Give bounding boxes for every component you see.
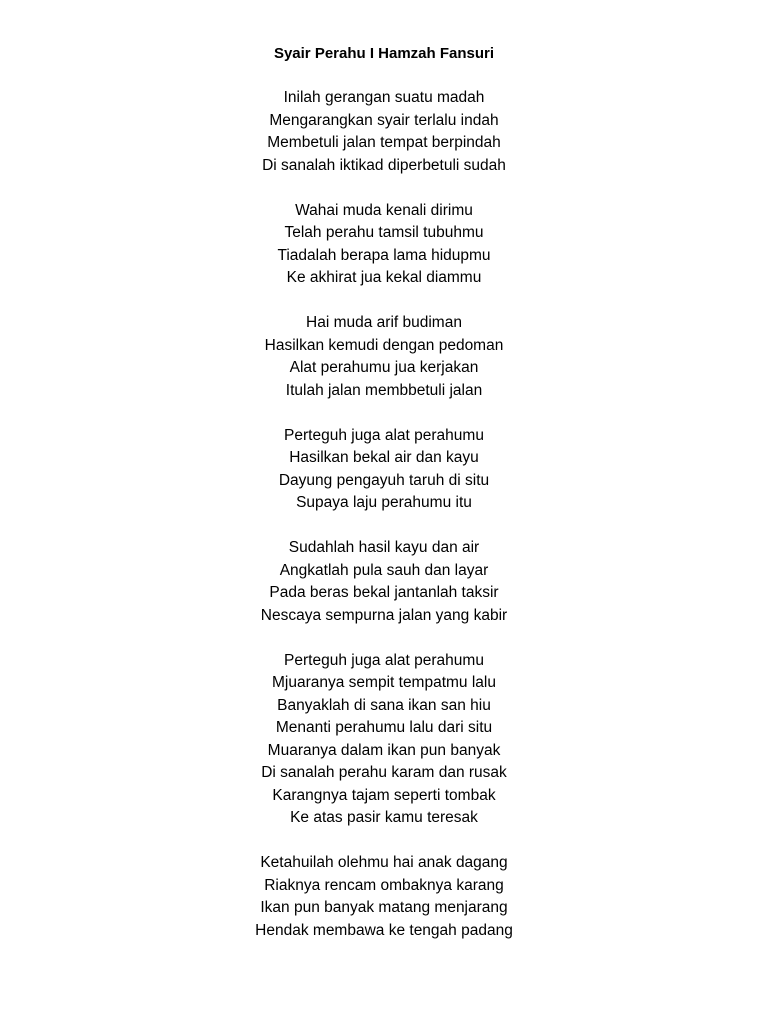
poem-line: Pada beras bekal jantanlah taksir xyxy=(269,584,499,601)
poem-line: Ke atas pasir kamu teresak xyxy=(290,809,478,826)
poem-line: Dayung pengayuh taruh di situ xyxy=(278,471,490,489)
poem-line: Sudahlah hasil kayu dan air xyxy=(288,539,480,556)
poem-line: Ke akhirat jua kekal diammu xyxy=(286,269,482,286)
poem-line: Telah perahu tamsil tubuhmu xyxy=(284,224,484,241)
poem-line: Muaranya dalam ikan pun banyak xyxy=(267,741,501,759)
poem-line: Banyaklah di sana ikan san hiu xyxy=(277,696,491,714)
poem-line: Ketahuilah olehmu hai anak dagang xyxy=(260,854,508,871)
poem-line: Ikan pun banyak matang menjarang xyxy=(260,899,508,916)
poem-line: Perteguh juga alat perahumu xyxy=(284,426,484,444)
poem-line: Angkatlah pula sauh dan layar xyxy=(279,561,489,579)
stanza-6 xyxy=(0,650,768,830)
poem-line: Di sanalah perahu karam dan rusak xyxy=(261,764,507,781)
stanza-3 xyxy=(0,312,768,402)
poem-line: Menanti perahumu lalu dari situ xyxy=(275,719,493,736)
poem-line: Hasilkan kemudi dengan pedoman xyxy=(264,336,504,354)
poem-line: Di sanalah iktikad diperbetuli sudah xyxy=(262,156,506,174)
stanza-1 xyxy=(0,87,768,177)
stanza-4 xyxy=(0,425,768,515)
poem-line: Inilah gerangan suatu madah xyxy=(283,89,485,106)
poem-line: Karangnya tajam seperti tombak xyxy=(272,786,496,804)
poem-line: Tiadalah berapa lama hidupmu xyxy=(277,246,491,264)
poem-line: Mengarangkan syair terlalu indah xyxy=(269,111,499,129)
poem-line: Nescaya sempurna jalan yang kabir xyxy=(260,606,508,624)
poem-line: Hai muda arif budiman xyxy=(306,314,462,331)
poem-line: Membetuli jalan tempat berpindah xyxy=(267,134,501,151)
stanza-2 xyxy=(0,200,768,290)
document-title: Syair Perahu I Hamzah Fansuri xyxy=(273,45,495,62)
poem-body xyxy=(0,87,768,965)
stanza-7 xyxy=(0,852,768,942)
poem-line: Perteguh juga alat perahumu xyxy=(284,651,484,669)
poem-line: Hasilkan bekal air dan kayu xyxy=(289,449,479,466)
poem-line: Alat perahumu jua kerjakan xyxy=(289,359,479,376)
poem-line: Hendak membawa ke tengah padang xyxy=(255,921,513,939)
stanza-5 xyxy=(0,537,768,627)
poem-line: Supaya laju perahumu itu xyxy=(296,494,472,511)
poem-line: Wahai muda kenali dirimu xyxy=(295,201,473,219)
poem-line: Itulah jalan membbetuli jalan xyxy=(285,381,483,399)
poem-line: Riaknya rencam ombaknya karang xyxy=(264,876,504,894)
poem-line: Mjuaranya sempit tempatmu lalu xyxy=(272,674,496,691)
